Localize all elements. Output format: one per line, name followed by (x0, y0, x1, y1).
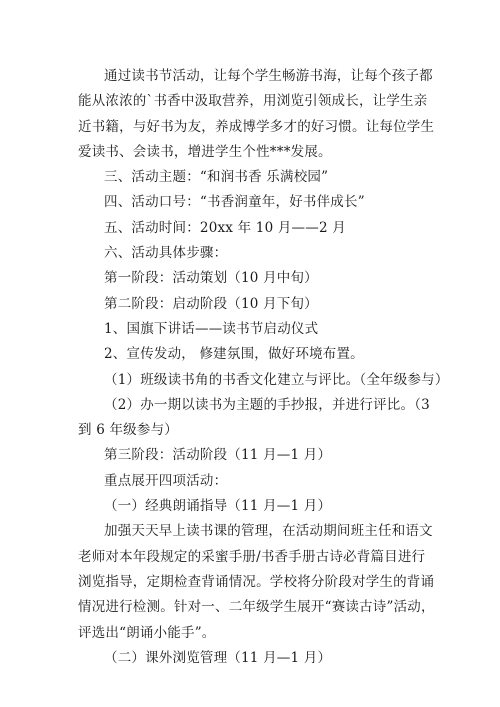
stage-two-sub-2: （2）办一期以读书为主题的手抄报，并进行评比。（3 (104, 396, 430, 413)
activity-steps-heading: 六、活动具体步骤： (104, 245, 228, 262)
activity-one-desc-line: 情况进行检测。针对一、二年级学生展开“赛读古诗”活动， (78, 599, 435, 616)
paragraph-line: 近书籍，与好书为友，养成博学多才的好习惯。让每位学生 (78, 118, 435, 135)
activity-slogan: 四、活动口号：“书香润童年，好书伴成长” (104, 194, 365, 211)
paragraph-line: 通过读书节活动，让每个学生畅游书海，让每个孩子都 (104, 68, 433, 84)
stage-two-sub-1: （1）班级读书角的书香文化建立与评比。（全年级参与） (104, 371, 449, 388)
focus-heading: 重点展开四项活动： (104, 472, 228, 489)
stage-two: 第二阶段：启动阶段（10 月下旬） (104, 295, 318, 312)
stage-two-sub-2-continued: 到 6 年级参与） (78, 422, 178, 439)
activity-one-desc-line: 老师对本年段规定的采蜜手册/书香手册古诗必背篇目进行 (78, 548, 426, 565)
activity-theme: 三、活动主题：“和润书香 乐满校园” (104, 169, 329, 186)
stage-one: 第一阶段：活动策划（10 月中旬） (104, 270, 318, 287)
stage-two-item-1: 1、国旗下讲话——读书节启动仪式 (104, 320, 319, 337)
activity-one-desc-line: 评选出“朗诵小能手”。 (78, 624, 216, 641)
stage-two-item-2: 2、宣传发动， 修建氛围，做好环境布置。 (104, 346, 364, 363)
document-body (78, 64, 449, 671)
activity-time: 五、活动时间：20xx 年 10 月——2 月 (104, 219, 346, 236)
stage-three: 第三阶段：活动阶段（11 月—1 月） (104, 447, 332, 464)
activity-one-desc-line: 浏览指导，定期检查背诵情况。学校将分阶段对学生的背诵 (78, 573, 435, 590)
activity-one-heading: （一）经典朗诵指导（11 月—1 月） (104, 498, 332, 515)
paragraph-line: 能从浓浓的`书香中汲取营养，用浏览引领成长，让学生亲 (78, 93, 428, 110)
paragraph-line: 爱读书、会读书，增进学生个性***发展。 (78, 143, 332, 160)
activity-two-heading: （二）课外浏览管理（11 月—1 月） (104, 649, 332, 666)
activity-one-desc-line: 加强天天早上读书课的管理，在活动期间班主任和语文 (104, 523, 433, 540)
